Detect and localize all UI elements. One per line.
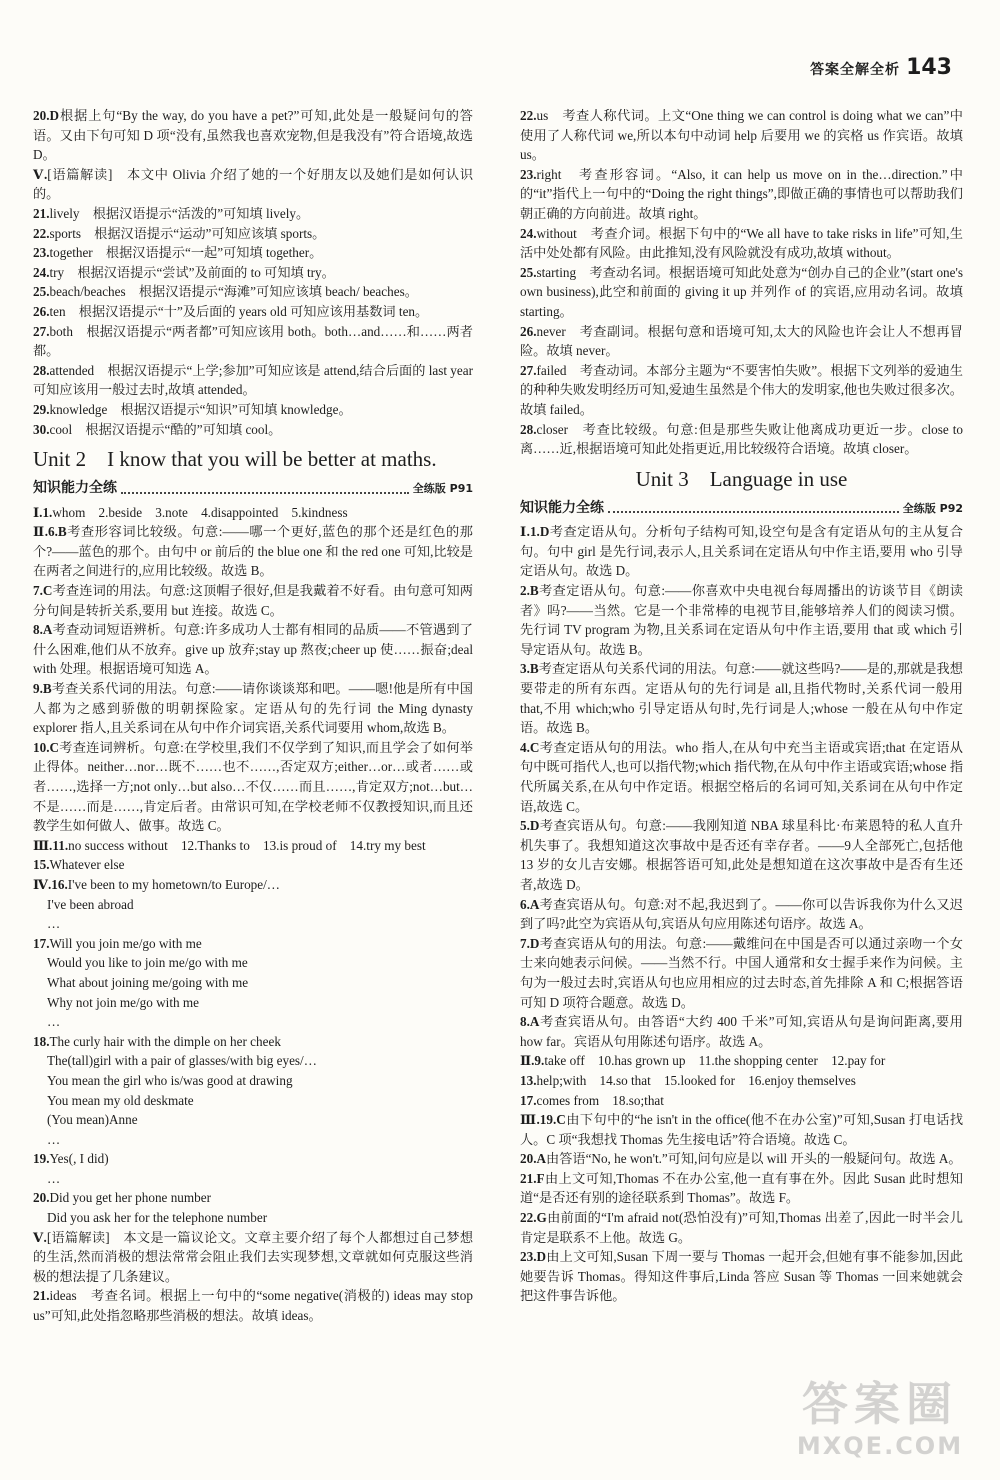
right-column (520, 106, 963, 1306)
answer-entry (33, 855, 473, 875)
answer-text: knowledge 根据汉语提示“知识”可知填 knowledge。 (49, 401, 352, 417)
answer-block-unit1-end (33, 106, 473, 439)
answer-entry (33, 165, 473, 204)
answer-text: Why not join me/go with me (47, 994, 200, 1010)
answer-number: 21. (33, 205, 50, 221)
answer-entry (520, 895, 963, 934)
answer-text: 考查宾语从句。句意:——我刚知道 NBA 球星科比·布莱恩特的私人直升机失事了。我想知道这次事故中是否还有幸存者。——9人全部死亡,包括他 13 岁的女儿吉安娜。根据答语可知,此处是想知道在这次事故中是否有生还者,故选 D。 (520, 818, 963, 892)
answer-number: 7.D (520, 935, 540, 951)
answer-block-unit2-v (33, 1228, 473, 1326)
answer-entry (520, 1091, 963, 1111)
answer-line (33, 875, 473, 895)
answer-line (33, 1071, 473, 1091)
answer-number: 27. (33, 323, 50, 339)
answer-text: 考查定语从句关系代词的用法。句意:——就这些吗?——是的,那就是我想要带走的所有东西。定语从句的先行词是 all,且指代物时,关系代词一般用 that,不用 which;who 引导定语从句时,先行词是人;whose 一般在从句中作定语。故选 B。 (520, 661, 963, 736)
answer-line (33, 1032, 473, 1052)
answer-entry (520, 522, 963, 581)
answer-entry (33, 522, 473, 581)
answer-text: 由下句中的“he isn't in the office(他不在办公室)”可知,Susan 打电话找人。C 项“我想找 Thomas 先生接电话”符合语境。故选 C。 (520, 1112, 964, 1147)
answer-text: 考查宾语从句的用法。句意:——戴维问在中国是否可以通过亲吻一个女士来向她表示问候。——当然不行。中国人通常和女士握手来作为问候。主句为一般过去时,宾语从句也应用相应的过去时态,首先排除 A 和 C;根据答语可知 D 项符合题意。故选 D。 (520, 935, 963, 1010)
answer-text: both 根据汉语提示“两者都”可知应该用 both。both…and……和……两者都。 (33, 323, 473, 359)
answer-entry (33, 263, 473, 283)
answer-line (33, 934, 473, 954)
answer-number: 6.A (520, 896, 540, 912)
answer-text: 由前面的“I'm afraid not(恐怕没有)”可知,Thomas 出差了,因此一时半会儿肯定是联系不上他。故选 G。 (520, 1210, 963, 1245)
answer-number: 27. (520, 362, 537, 378)
left-column (33, 106, 473, 1326)
answer-text: The curly hair with the dimple on her cheek (49, 1033, 281, 1049)
answer-entry (520, 420, 963, 459)
answer-entry (520, 581, 963, 659)
answer-line (33, 993, 473, 1013)
answer-line (33, 1012, 473, 1032)
answer-text: 考查形容词比较级。句意:——哪一个更好,蓝色的那个还是红色的那个?——蓝色的那个。由句中 or 前后的 the blue one 和 the red one 可知,比较是在两者之间进行的,应用比较级。故选 B。 (33, 524, 473, 579)
answer-entry (33, 1286, 473, 1325)
answer-number: Ⅰ.1. (33, 504, 53, 520)
leader-dots (121, 492, 409, 494)
answer-text: ideas 考查名词。根据上一句中的“some negative(消极的) ideas may stop us”可知,此处指忽略那些消极的想法。故填 ideas。 (33, 1288, 473, 1324)
answer-number: Ⅱ.6.B (33, 524, 67, 540)
answer-text: [语篇解读] 本文中 Olivia 介绍了她的一个好朋友以及她们是如何认识的。 (33, 166, 473, 202)
answer-text: 由答语“No, he won't.”可知,问句应是以 will 开头的一般疑问句。故选 A。 (546, 1151, 962, 1167)
answer-entry (520, 224, 963, 263)
answer-line (33, 1188, 473, 1208)
answer-entry (520, 659, 963, 737)
answer-block-unit2 (33, 503, 473, 875)
watermark-url: MXQE.COM (796, 1432, 964, 1460)
answer-entry (520, 1169, 963, 1208)
answer-text: 考查宾语从句。由答语“大约 400 千米”可知,宾语从句是询问距离,要用 how far。宾语从句用陈述句语序。故选 A。 (520, 1014, 963, 1049)
answer-text: I've been abroad (47, 896, 134, 912)
answer-entry (33, 106, 473, 165)
answer-text: … (47, 1170, 61, 1186)
section-title: 知识能力全练 (520, 499, 604, 516)
answer-number: 20.A (520, 1151, 547, 1167)
answer-entry (33, 679, 473, 738)
answer-line (33, 895, 473, 915)
answer-entry (520, 1071, 963, 1091)
answer-line (33, 1149, 473, 1169)
answer-entry (33, 1228, 473, 1287)
answer-entry (33, 322, 473, 361)
answer-text: without 考查介词。根据下句中的“We all have to take risks in life”可知,生活中处处都有风险。由此推知,没有风险就没有成功,故填 without。 (520, 225, 963, 261)
answer-number: 2.B (520, 583, 539, 599)
answer-text: (You mean)Anne (47, 1112, 138, 1128)
answer-text: … (47, 916, 61, 932)
answer-number: 25. (520, 264, 537, 280)
section-header-unit2 (33, 479, 473, 499)
answer-entry (33, 302, 473, 322)
answer-entry (520, 816, 963, 894)
answer-entry (33, 581, 473, 620)
answer-number: 22.G (520, 1210, 547, 1226)
answer-entry (520, 1051, 963, 1071)
answer-text: failed 考查动词。本部分主题为“不要害怕失败”。根据下文列举的爱迪生的种种失败发明经历可知,爱迪生虽然是个伟大的发明家,他也失败过很多次。故填 failed。 (520, 362, 963, 417)
answer-number: 17. (33, 935, 50, 951)
answer-number: 8.A (520, 1014, 540, 1030)
answer-text: I've been to my hometown/to Europe/… (67, 876, 280, 892)
answer-number: 7.C (33, 583, 53, 599)
answer-entry (33, 361, 473, 400)
answer-number: 4.C (520, 739, 540, 755)
answer-entry (33, 620, 473, 679)
answer-entry (520, 1247, 963, 1306)
answer-entry (520, 263, 963, 322)
answer-number: Ⅰ.1.D (520, 524, 550, 540)
answer-entry (520, 934, 963, 1012)
answer-line (33, 914, 473, 934)
answer-block-unit2-v-cont (520, 106, 963, 459)
answer-number: 20.D (33, 108, 60, 123)
answer-number: 23. (520, 166, 537, 182)
answer-line (33, 1169, 473, 1189)
answer-number: 3.B (520, 661, 539, 677)
answer-number: 8.A (33, 622, 53, 638)
unit-2-title: Unit 2 I know that you will be better at maths. (33, 447, 437, 472)
answer-text: sports 根据汉语提示“运动”可知应该填 sports。 (49, 225, 326, 241)
answer-text: Will you join me/go with me (49, 935, 202, 951)
unit-3-title: Unit 3 Language in use (635, 466, 848, 491)
answer-block-unit2-iv (33, 875, 473, 1228)
answer-line (33, 1130, 473, 1150)
answer-number: Ⅲ.11. (33, 837, 69, 853)
page-header (810, 55, 952, 81)
answer-number: 23. (33, 245, 50, 261)
answer-text: try 根据汉语提示“尝试”及前面的 to 可知填 try。 (49, 264, 335, 280)
header-title: 答案全解全析 (810, 62, 901, 78)
answer-number: 22. (520, 108, 537, 123)
answer-text: Whatever else (49, 857, 125, 873)
answer-number: 21. (33, 1288, 50, 1304)
answer-number: 10.C (33, 739, 60, 755)
answer-number: 21.F (520, 1170, 545, 1186)
answer-number: 15. (33, 857, 50, 873)
answer-entry (33, 224, 473, 244)
answer-text: 考查动词短语辨析。句意:许多成功人士都有相同的品质——不管遇到了什么困难,他们从不放弃。give up 放弃;stay up 熬夜;cheer up 使……振奋;deal with 处理。根据语境可知选 A。 (33, 622, 473, 677)
answer-text: 考查连词的用法。句意:这顶帽子很好,但是我戴着不好看。由句意可知两分句间是转折关系,要用 but 连接。故选 C。 (33, 583, 473, 618)
answer-text: 考查定语从句的用法。who 指人,在从句中充当主语或宾语;that 在定语从句中既可指代人,也可以指代物;which 指代物,在从句中作主语或宾语;whose 指代所属关系,在从句中作定语。根据空格后的名词可知,关系词在从句中作定语,故选 C。 (520, 739, 963, 814)
answer-entry (33, 282, 473, 302)
answer-number: 13. (520, 1072, 537, 1088)
answer-text: lively 根据汉语提示“活泼的”可知填 lively。 (49, 205, 310, 221)
answer-text: Did you ask her for the telephone number (47, 1210, 268, 1226)
answer-text: What about joining me/going with me (47, 974, 249, 990)
watermark-logo (770, 1376, 990, 1468)
answer-number: 25. (33, 284, 50, 300)
section-title: 知识能力全练 (33, 480, 117, 497)
answer-text: no success without 12.Thanks to 13.is proud of 14.try my best (68, 837, 426, 853)
answer-entry (520, 738, 963, 816)
answer-number: Ⅳ.16. (33, 876, 68, 892)
answer-text: 由上文可知,Susan 下周一要与 Thomas 一起开会,但她有事不能参加,因此她要告诉 Thomas。得知这件事后,Linda 答应 Susan 等 Thomas 一回来她就会把这件事告诉他。 (520, 1249, 963, 1304)
answer-entry (520, 1149, 963, 1169)
answer-number: Ⅴ. (33, 166, 48, 182)
answer-line (33, 953, 473, 973)
answer-entry (33, 400, 473, 420)
answer-block-unit3 (520, 522, 963, 1306)
answer-line (33, 1051, 473, 1071)
answer-text: Did you get her phone number (49, 1190, 211, 1206)
answer-line (33, 1091, 473, 1111)
answer-line (33, 1208, 473, 1228)
answer-entry (33, 836, 473, 856)
answer-entry (33, 243, 473, 263)
answer-text: attended 根据汉语提示“上学;参加”可知应该是 attend,结合后面的 last year 可知应该用一般过去时,故填 attended。 (33, 362, 473, 398)
section-page-ref: 全练版 P92 (902, 501, 963, 515)
answer-text: … (47, 1131, 61, 1147)
answer-text: together 根据汉语提示“一起”可知填 together。 (49, 245, 323, 261)
answer-text: comes from 18.so;that (536, 1092, 664, 1108)
section-header-unit3 (520, 499, 963, 519)
answer-entry (520, 361, 963, 420)
answer-number: Ⅴ. (33, 1229, 47, 1245)
answer-number: 28. (33, 362, 50, 378)
answer-entry (520, 106, 963, 165)
answer-text: 考查定语从句。分析句子结构可知,设空句是含有定语从句的主从复合句。句中 girl 是先行词,表示人,且关系词在定语从句中作主语,要用 who 引导定语从句。故选 D。 (520, 524, 963, 579)
answer-text: never 考查副词。根据句意和语境可知,太大的风险也许会让人不想再冒险。故填 never。 (520, 323, 963, 359)
answer-text: Would you like to join me/go with me (47, 955, 248, 971)
leader-dots (608, 511, 899, 513)
answer-text: take off 10.has grown up 11.the shopping center 12.pay for (544, 1053, 886, 1069)
answer-number: 24. (33, 264, 50, 280)
answer-entry (520, 1110, 963, 1149)
answer-text: right 考查形容词。“Also, it can help us move on in the…direction.”中的“it”指代上一句中的“Doing the right things”,即做正确的事情也可以帮助我们朝正确的方向前进。故填 right。 (520, 166, 963, 221)
answer-text: 考查宾语从句。句意:对不起,我迟到了。——你可以告诉我你为什么又迟到了吗?此空为宾语从句,宾语从句应用陈述句语序。故选 A。 (520, 896, 963, 932)
answer-entry (33, 420, 473, 440)
section-page-ref: 全练版 P91 (412, 482, 473, 496)
answer-number: 17. (520, 1092, 537, 1108)
answer-number: 20. (33, 1190, 50, 1206)
answer-text: closer 考查比较级。句意:但是那些失败让他离成功更近一步。close to 离……近,根据语境可知此处指更近,用比较级符合语境。故填 closer。 (520, 421, 963, 457)
answer-text: The(tall)girl with a pair of glasses/with big eyes/… (47, 1053, 317, 1069)
answer-entry (33, 738, 473, 836)
answer-text: You mean my old deskmate (47, 1092, 194, 1108)
answer-number: Ⅱ.9. (520, 1053, 545, 1069)
answer-text: 考查关系代词的用法。句意:——请你谈谈郑和吧。——嗯!他是所有中国人都为之感到骄傲的明朝探险家。定语从句的先行词 the Ming dynasty explorer 指人,且关系词在从句中作介词宾语,关系代词要用 whom,故选 B。 (33, 681, 473, 736)
answer-number: 22. (33, 225, 50, 241)
answer-number: 26. (520, 323, 537, 339)
answer-entry (33, 204, 473, 224)
answer-number: 30. (33, 421, 50, 437)
answer-text: … (47, 1014, 61, 1030)
answer-number: 5.D (520, 818, 540, 834)
answer-number: 23.D (520, 1249, 547, 1265)
answer-number: 28. (520, 421, 537, 437)
answer-number: 18. (33, 1033, 50, 1049)
answer-text: 考查定语从句。句意:——你喜欢中央电视台每周播出的访谈节目《朗读者》吗?——当然。它是一个非常棒的电视节目,能够培养人们的阅读习惯。先行词 TV program 为物,且关系词在定语从句中作主语,要用 that 或 which 引导定语从句。故选 B。 (520, 583, 963, 657)
watermark-text: 答案圈 (802, 1377, 958, 1431)
answer-text: 根据上句“By the way, do you have a pet?”可知,此处是一般疑问句的答语。又由下句可知 D 项“没有,虽然我也喜欢宠物,但是我没有”符合语境,故选 D。 (33, 108, 473, 163)
answer-text: ten 根据汉语提示“十”及后面的 years old 可知应该用基数词 ten。 (49, 303, 429, 319)
answer-number: 24. (520, 225, 537, 241)
answer-line (33, 1110, 473, 1130)
answer-text: [语篇解读] 本文是一篇议论文。文章主要介绍了每个人都想过自己梦想的生活,然而消极的想法常常会阻止我们去实现梦想,文章就如何克服这些消极的想法提了几条建议。 (33, 1229, 474, 1284)
answer-entry (520, 1208, 963, 1247)
answer-entry (520, 322, 963, 361)
answer-line (33, 973, 473, 993)
answer-text: Yes(, I did) (49, 1151, 109, 1167)
answer-text: us 考查人称代词。上文“One thing we can control is doing what we can”中使用了人称代词 we,所以本句中动词 help 后要用 we 的宾格 us 作宾语。故填 us。 (520, 108, 963, 163)
answer-text: 由上文可知,Thomas 不在办公室,他一直有事在外。因此 Susan 此时想知道“是否还有别的途径联系到 Thomas”。故选 F。 (520, 1170, 963, 1206)
answer-text: cool 根据汉语提示“酷的”可知填 cool。 (49, 421, 282, 437)
answer-entry (520, 165, 963, 224)
answer-text: beach/beaches 根据汉语提示“海滩”可知应该填 beach/ beaches。 (49, 284, 418, 300)
answer-number: 26. (33, 303, 50, 319)
answer-number: 9.B (33, 681, 52, 697)
page-number: 143 (906, 55, 952, 80)
answer-number: 29. (33, 401, 50, 417)
answer-number: 19. (33, 1151, 50, 1167)
answer-text: 考查连词辨析。句意:在学校里,我们不仅学到了知识,而且学会了如何举止得体。neither…nor…既不……也不……,否定双方;either…or…或者……或者……,选择一方;not only…but also…不仅……而且……,肯定双方;not…but…不是……而是……,肯定后者。由常识可知,在学校老师不仅教授知识,而且还教学生如何做人、做事。故选 C。 (33, 739, 473, 834)
answer-entry (33, 503, 473, 523)
answer-entry (520, 1012, 963, 1051)
answer-text: starting 考查动名词。根据语境可知此处意为“创办自己的企业”(start one's own business),此空和前面的 giving it up 并列作 of 的宾语,应用动名词。故填 starting。 (520, 264, 963, 319)
answer-text: whom 2.beside 3.note 4.disappointed 5.kindness (52, 504, 348, 520)
answer-number: Ⅲ.19.C (520, 1112, 566, 1128)
answer-text: You mean the girl who is/was good at drawing (47, 1072, 293, 1088)
answer-text: help;with 14.so that 15.looked for 16.enjoy themselves (536, 1072, 856, 1088)
